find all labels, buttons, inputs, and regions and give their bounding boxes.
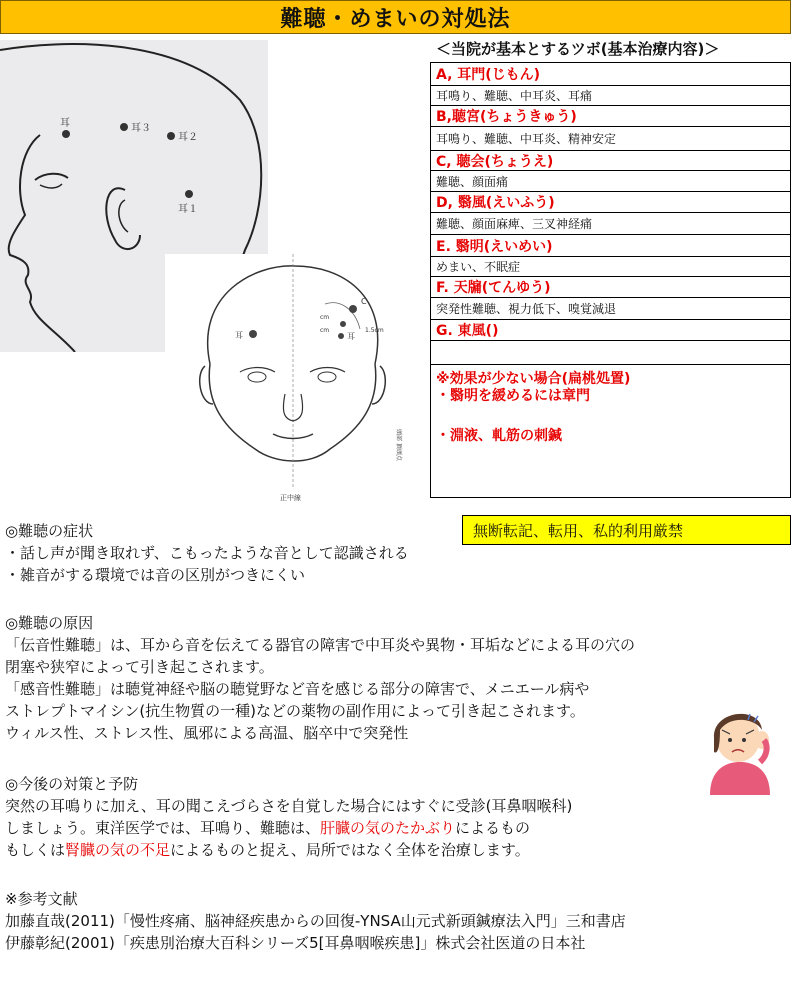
symptoms-section: [5, 520, 409, 586]
symptoms-line-1: ・話し声が聞き取れず、こもったような音として認識される: [5, 544, 409, 562]
face-label-ear: 耳: [235, 331, 243, 340]
tsubo-row-b-desc: 耳鳴り、難聴、中耳炎、精神安定: [431, 127, 790, 151]
point-label-ear1: 耳１: [178, 204, 198, 215]
page-title: 難聴・めまいの対処法: [0, 0, 791, 34]
tsubo-row-d-name: D, 翳風(えいふう): [431, 192, 790, 213]
symptoms-heading: ◎難聴の症状: [5, 522, 94, 540]
point-label-ear: 耳: [60, 118, 70, 129]
midline-label: 正中線: [280, 494, 301, 502]
tsubo-note-1: ※効果が少ない場合(扁桃処置): [436, 371, 631, 387]
prevention-line-3-post: によるものと捉え、局所ではなく全体を治療します。: [170, 841, 530, 859]
prevention-line-3-red: 腎臓の気の不足: [65, 841, 171, 859]
tsubo-row-c-name: C, 聴会(ちょうえ): [431, 151, 790, 171]
tsubo-note-3: ・淵液、軋筋の刺鍼: [436, 428, 562, 444]
prevention-line-2-pre: しましょう。東洋医学では、耳鳴り、難聴は、: [5, 819, 321, 837]
causes-section: [5, 612, 635, 744]
tsubo-table: [430, 62, 791, 498]
references-section: [5, 888, 626, 954]
face-label-cm2: cm: [320, 327, 330, 334]
prevention-line-3-pre: もしくは: [5, 841, 66, 859]
tsubo-row-f-desc: 突発性難聴、視力低下、嗅覚減退: [431, 298, 790, 320]
prevention-heading: ◎今後の対策と予防: [5, 775, 139, 793]
tsubo-row-a-name: A, 耳門(じもん): [431, 63, 790, 86]
causes-line-2: 閉塞や狭窄によって引き起こされます。: [5, 658, 274, 676]
causes-line-3: 「感音性難聴」は聴覚神経や脳の聴覚野など音を感じる部分の障害で、メニエール病や: [5, 680, 590, 698]
face-label-ear-r: 耳: [347, 332, 355, 341]
prevention-line-2-red: 肝臓の気のたかぶり: [320, 819, 456, 837]
tsubo-row-a-desc: 耳鳴り、難聴、中耳炎、耳痛: [431, 86, 790, 106]
point-label-ear3: 耳３: [131, 123, 151, 134]
tsubo-row-d-desc: 難聴、顔面麻痺、三叉神経痛: [431, 213, 790, 235]
face-label-dist: 1.5cm: [365, 327, 384, 334]
point-label-ear2: 耳２: [178, 132, 198, 143]
prevention-section: [5, 773, 572, 861]
prevention-line-2-post: によるもの: [455, 819, 531, 837]
side-label: 頭部 頂頭点: [395, 429, 402, 461]
references-heading: ※参考文献: [5, 890, 78, 908]
face-label-c: C: [361, 297, 367, 306]
tsubo-row-e-desc: めまい、不眠症: [431, 257, 790, 277]
reference-1: 加藤直哉(2011)「慢性疼痛、脳神経疾患からの回復-YNSA山元式新頭鍼療法入門」三和書店: [5, 912, 626, 930]
tsubo-row-b-name: B,聴宮(ちょうきゅう): [431, 106, 790, 127]
front-face-figure: [165, 254, 420, 504]
face-label-cm1: cm: [320, 314, 330, 321]
person-with-earache-illustration: [700, 700, 780, 800]
prevention-line-1: 突然の耳鳴りに加え、耳の聞こえづらさを自覚した場合にはすぐに受診(耳鼻咽喉科): [5, 797, 573, 815]
causes-line-1: 「伝音性難聴」は、耳から音を伝えてる器官の障害で中耳炎や異物・耳垢などによる耳の穴の: [5, 636, 636, 654]
tsubo-note-2: ・翳明を緩めるには章門: [436, 388, 590, 404]
causes-line-5: ウィルス性、ストレス性、風邪による高温、脳卒中で突発性: [5, 724, 409, 742]
prevention-line-2: [5, 817, 572, 839]
symptoms-line-2: ・雑音がする環境では音の区別がつきにくい: [5, 566, 306, 584]
reference-2: 伊藤彰紀(2001)「疾患別治療大百科シリーズ5[耳鼻咽喉疾患]」株式会社医道の日本社: [5, 934, 586, 952]
prevention-line-3: [5, 839, 572, 861]
copyright-warning: 無断転記、転用、私的利用厳禁: [462, 515, 791, 545]
tsubo-row-g-name: G. 東風(): [431, 320, 790, 341]
tsubo-row-f-name: F. 天牖(てんゆう): [431, 277, 790, 298]
tsubo-row-e-name: E. 翳明(えいめい): [431, 235, 790, 257]
tsubo-heading: ＜当院が基本とするツボ(基本治療内容)＞: [436, 40, 720, 58]
causes-heading: ◎難聴の原因: [5, 614, 94, 632]
tsubo-row-c-desc: 難聴、顔面痛: [431, 171, 790, 192]
causes-line-4: ストレプトマイシン(抗生物質の一種)などの薬物の副作用によって引き起こされます。: [5, 702, 585, 720]
tsubo-row-g-desc: [431, 341, 790, 365]
